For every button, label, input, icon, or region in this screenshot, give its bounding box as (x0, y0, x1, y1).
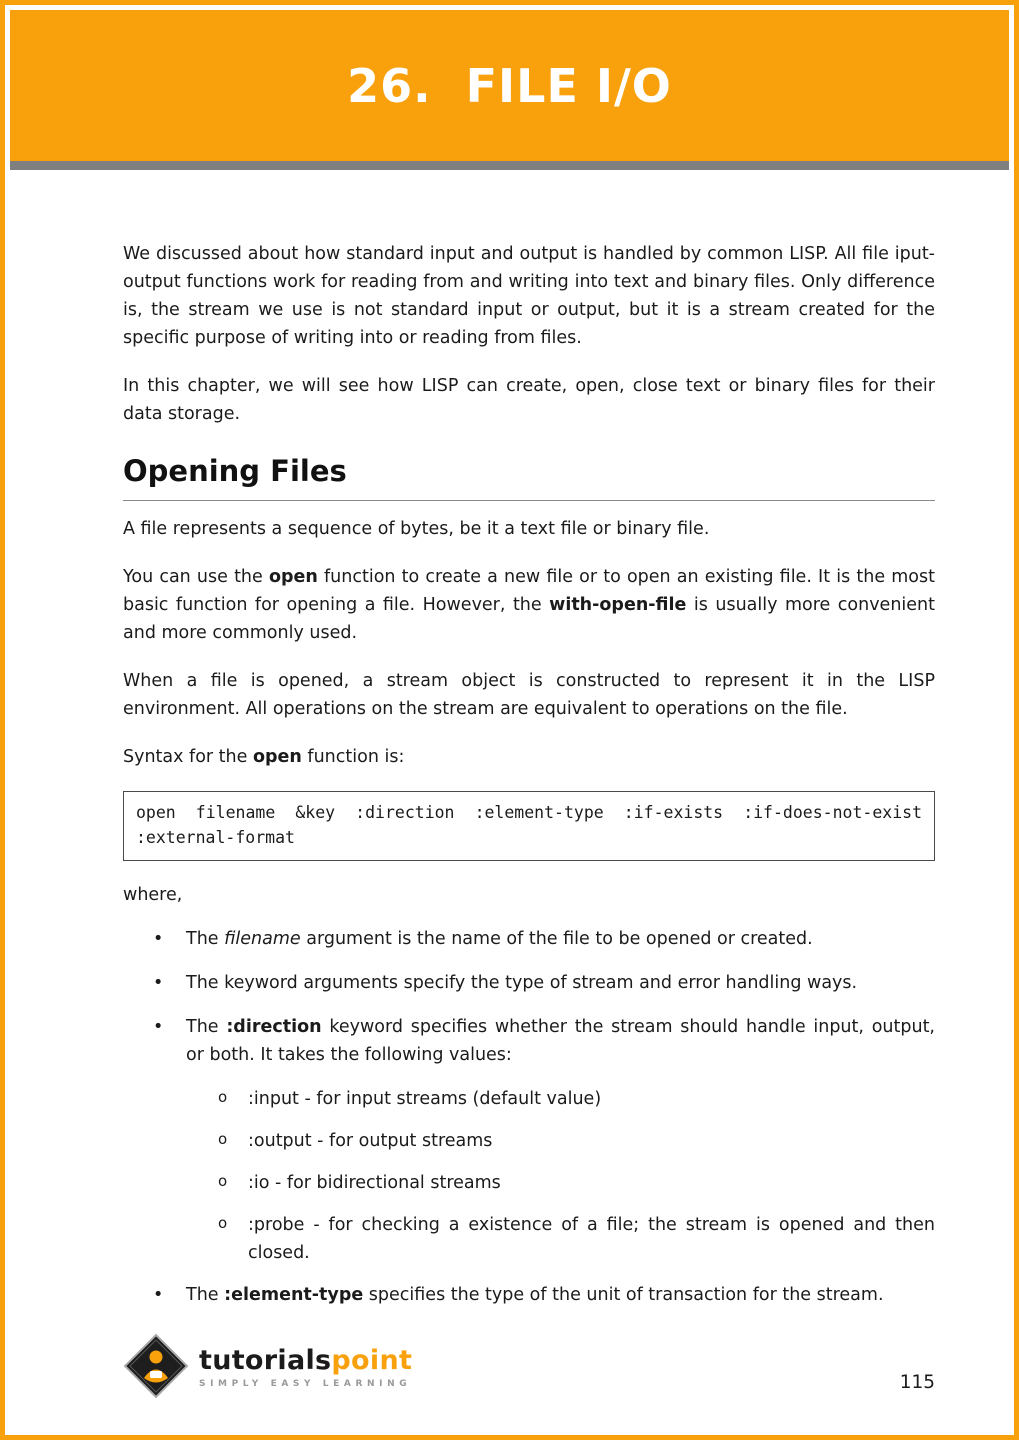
bullet-item: • The filename argument is the name of the file to be opened or created. (123, 925, 935, 953)
bullet-item: • The :direction keyword specifies whether the stream should handle input, output, or both. It takes the following values: (123, 1013, 935, 1069)
paragraph: A file represents a sequence of bytes, be it a text file or binary file. (123, 519, 710, 540)
logo-diamond-icon (123, 1333, 189, 1403)
bullet-item: • The :element-type specifies the type of the unit of transaction for the stream. (123, 1281, 935, 1309)
sub-bullet-item: o :input - for input streams (default value) (123, 1085, 935, 1113)
page-number: 115 (899, 1372, 935, 1393)
bullet-icon: • (153, 928, 164, 949)
sub-bullet-icon: o (218, 1087, 228, 1106)
page-footer (123, 1333, 935, 1403)
paragraph: where, (123, 884, 183, 905)
chapter-banner (10, 10, 1009, 170)
section-heading: Opening Files (123, 448, 935, 501)
paragraph: Syntax for the open function is: (123, 747, 405, 768)
sub-bullet-icon: o (218, 1213, 228, 1232)
paragraph: You can use the open function to create a new file or to open an existing file. It is the most basic function for opening a file. However, the with-open-file is usually more convenient and more commonly used. (123, 567, 935, 644)
logo-brand-text: tutorialspoint (199, 1345, 413, 1377)
bullet-item: • The keyword arguments specify the type of stream and error handling ways. (123, 969, 935, 997)
bullet-icon: • (153, 1284, 164, 1305)
bullet-icon: • (153, 972, 164, 993)
sub-bullet-item: o :probe - for checking a existence of a file; the stream is opened and then closed. (123, 1211, 935, 1267)
logo-tagline: SIMPLY EASY LEARNING (199, 1378, 412, 1389)
paragraph: In this chapter, we will see how LISP can create, open, close text or binary files for their data storage. (123, 376, 935, 424)
tutorialspoint-logo (123, 1333, 412, 1403)
paragraph: When a file is opened, a stream object is constructed to represent it in the LISP environment. All operations on the stream are equivalent to operations on the file. (123, 671, 935, 720)
sub-bullet-item: o :io - for bidirectional streams (123, 1169, 935, 1197)
code-block: open filename &key :direction :element-type :if-exists :if-does-not-exist :external-format (123, 791, 935, 861)
page-content (5, 170, 1014, 1309)
sub-bullet-item: o :output - for output streams (123, 1127, 935, 1155)
paragraph: We discussed about how standard input and output is handled by common LISP. All file iput-output functions work for reading from and writing into text and binary files. Only difference is, the stream we use is not standard input or output, but it is a stream created for the specific purpose of writing into or reading from files. (123, 244, 935, 348)
bullet-icon: • (153, 1016, 164, 1037)
sub-bullet-icon: o (218, 1129, 228, 1148)
sub-bullet-icon: o (218, 1171, 228, 1190)
chapter-title: 26. FILE I/O (347, 58, 672, 113)
